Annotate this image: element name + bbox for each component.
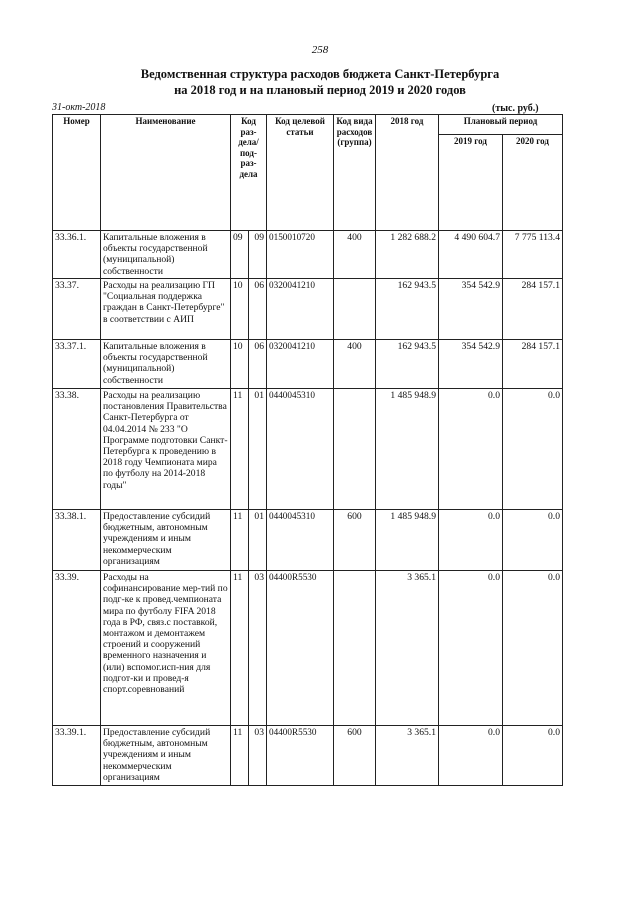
row-expense-type xyxy=(334,279,376,340)
page-number: 258 xyxy=(311,44,329,56)
row-2020: 0.0 xyxy=(503,510,563,571)
header-2018: 2018 год xyxy=(376,115,439,231)
row-name: Предоставление субсидий бюджетным, автономным учреждениям и иным некоммерческим организациям xyxy=(101,726,231,786)
document-date: 31-окт-2018 xyxy=(52,102,106,113)
header-planned-period: Плановый период xyxy=(439,115,563,135)
row-2020: 7 775 113.4 xyxy=(503,231,563,279)
row-target-code: 0440045310 xyxy=(267,510,334,571)
row-section: 10 xyxy=(231,279,249,340)
header-2020: 2020 год xyxy=(503,135,563,231)
row-2020: 284 157.1 xyxy=(503,340,563,389)
row-number: 33.39.1. xyxy=(53,726,101,786)
row-number: 33.39. xyxy=(53,571,101,726)
row-expense-type xyxy=(334,571,376,726)
row-number: 33.37.1. xyxy=(53,340,101,389)
row-2019: 354 542.9 xyxy=(439,340,503,389)
row-number: 33.37. xyxy=(53,279,101,340)
document-title xyxy=(0,66,640,98)
row-name: Предоставление субсидий бюджетным, автономным учреждениям и иным некоммерческим организациям xyxy=(101,510,231,571)
header-row-top xyxy=(53,115,563,135)
row-2019: 0.0 xyxy=(439,389,503,510)
table-row xyxy=(53,340,563,389)
table-row xyxy=(53,389,563,510)
row-subsection: 01 xyxy=(249,510,267,571)
row-target-code: 04400R5530 xyxy=(267,726,334,786)
row-subsection: 06 xyxy=(249,340,267,389)
row-target-code: 0320041210 xyxy=(267,340,334,389)
table-row xyxy=(53,571,563,726)
row-target-code: 0320041210 xyxy=(267,279,334,340)
header-target-code: Код целевой статьи xyxy=(267,115,334,231)
row-name: Расходы на реализацию ГП "Социальная поддержка граждан в Санкт-Петербурге" в соответствии с АИП xyxy=(101,279,231,340)
row-2020: 0.0 xyxy=(503,389,563,510)
row-2019: 4 490 604.7 xyxy=(439,231,503,279)
table-row xyxy=(53,726,563,786)
row-2020: 0.0 xyxy=(503,571,563,726)
row-name: Капитальные вложения в объекты государственной (муниципальной) собственности xyxy=(101,340,231,389)
row-section: 09 xyxy=(231,231,249,279)
header-number: Номер xyxy=(53,115,101,231)
row-2018: 3 365.1 xyxy=(376,571,439,726)
row-target-code: 04400R5530 xyxy=(267,571,334,726)
row-name: Расходы на софинансирование мер-тий по подг-ке к провед.чемпионата мира по футболу FIFA 2018 года в РФ, связ.с поставкой, монтажом и демонтажем строений и сооружений временного назначения и (или) вспомог.исп-ния для подгот-ки и провед-я спорт.соревнований xyxy=(101,571,231,726)
row-section: 11 xyxy=(231,389,249,510)
table-row xyxy=(53,231,563,279)
row-number: 33.38. xyxy=(53,389,101,510)
row-subsection: 01 xyxy=(249,389,267,510)
row-2020: 0.0 xyxy=(503,726,563,786)
title-line-2: на 2018 год и на плановый период 2019 и 2020 годов xyxy=(174,83,466,97)
budget-table xyxy=(52,114,563,786)
row-2019: 0.0 xyxy=(439,510,503,571)
row-2020: 284 157.1 xyxy=(503,279,563,340)
row-target-code: 0150010720 xyxy=(267,231,334,279)
table-row xyxy=(53,279,563,340)
row-expense-type: 400 xyxy=(334,231,376,279)
row-subsection: 06 xyxy=(249,279,267,340)
row-subsection: 09 xyxy=(249,231,267,279)
row-number: 33.36.1. xyxy=(53,231,101,279)
row-2018: 3 365.1 xyxy=(376,726,439,786)
row-2018: 162 943.5 xyxy=(376,279,439,340)
row-section: 11 xyxy=(231,510,249,571)
header-2019: 2019 год xyxy=(439,135,503,231)
row-subsection: 03 xyxy=(249,726,267,786)
title-line-1: Ведомственная структура расходов бюджета Санкт-Петербурга xyxy=(140,67,500,81)
row-section: 10 xyxy=(231,340,249,389)
row-2019: 354 542.9 xyxy=(439,279,503,340)
row-target-code: 0440045310 xyxy=(267,389,334,510)
row-expense-type xyxy=(334,389,376,510)
row-name: Расходы на реализацию постановления Правительства Санкт-Петербурга от 04.04.2014 № 233 "О Программе подготовки Санкт-Петербурга к проведению в 2018 году Чемпионата мира по футболу на 2014-2018 годы" xyxy=(101,389,231,510)
row-subsection: 03 xyxy=(249,571,267,726)
row-section: 11 xyxy=(231,571,249,726)
table-row xyxy=(53,510,563,571)
row-2018: 1 485 948.9 xyxy=(376,510,439,571)
row-name: Капитальные вложения в объекты государственной (муниципальной) собственности xyxy=(101,231,231,279)
row-2019: 0.0 xyxy=(439,726,503,786)
row-expense-type: 600 xyxy=(334,510,376,571)
row-section: 11 xyxy=(231,726,249,786)
row-expense-type: 400 xyxy=(334,340,376,389)
header-expense-type: Код вида расходов (группа) xyxy=(334,115,376,231)
header-name: Наименование xyxy=(101,115,231,231)
row-number: 33.38.1. xyxy=(53,510,101,571)
row-2018: 1 282 688.2 xyxy=(376,231,439,279)
header-section-code: Код раз-дела/ под-раз-дела xyxy=(231,115,267,231)
row-2019: 0.0 xyxy=(439,571,503,726)
row-expense-type: 600 xyxy=(334,726,376,786)
units-label: (тыс. руб.) xyxy=(492,103,539,114)
row-2018: 1 485 948.9 xyxy=(376,389,439,510)
row-2018: 162 943.5 xyxy=(376,340,439,389)
